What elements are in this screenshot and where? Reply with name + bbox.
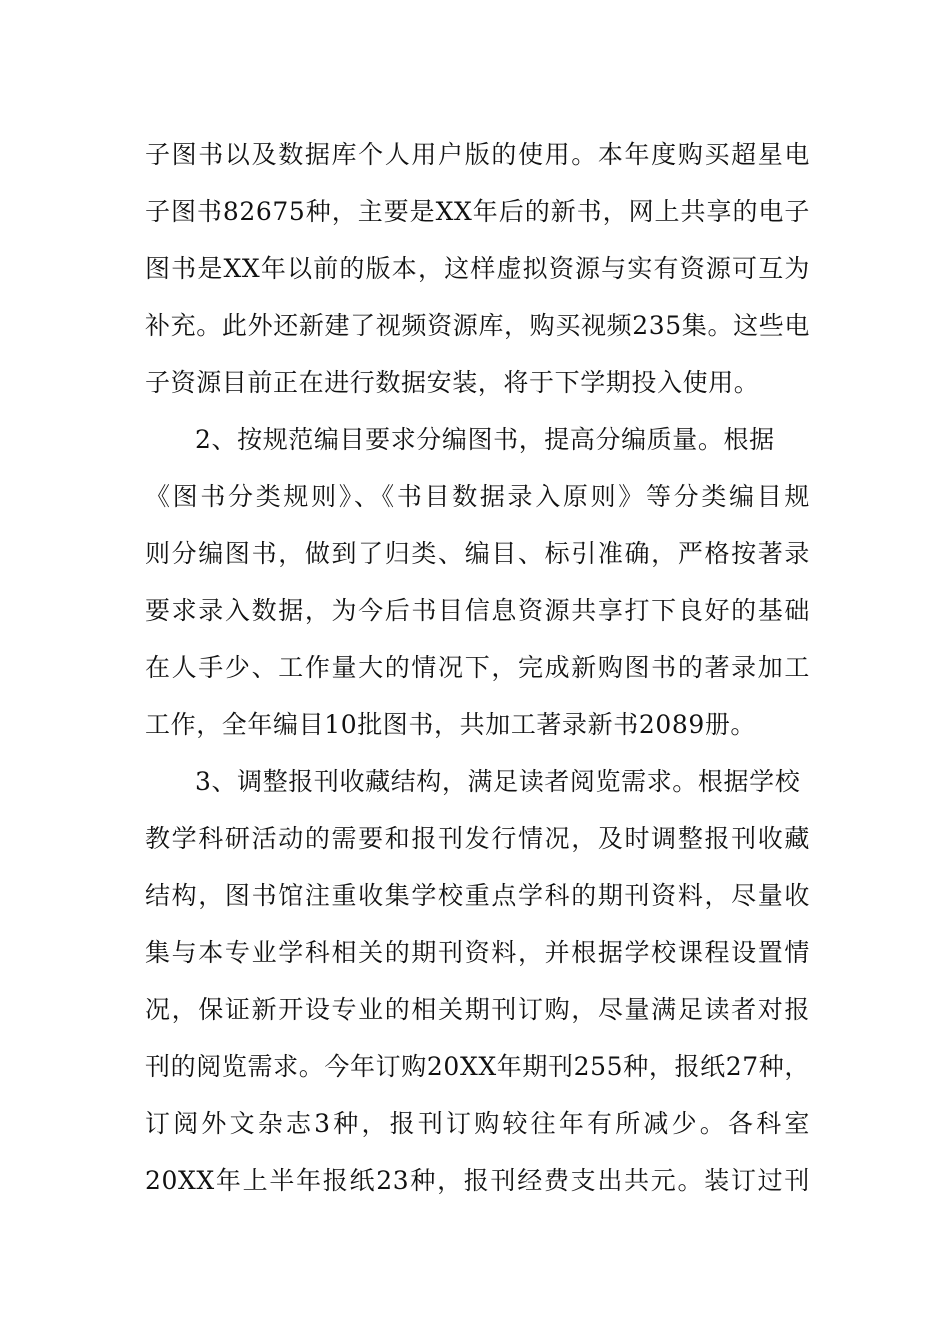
text-line: 图书是XX年以前的版本，这样虚拟资源与实有资源可互为 <box>145 254 810 283</box>
text-line: 订阅外文杂志3种，报刊订购较往年有所减少。各科室 <box>145 1109 810 1138</box>
text-line: 集与本专业学科相关的期刊资料，并根据学校课程设置情 <box>145 938 810 967</box>
paragraph-start-line: 3、调整报刊收藏结构，满足读者阅览需求。根据学校 <box>195 767 801 796</box>
text-line: 子图书82675种，主要是XX年后的新书，网上共享的电子 <box>145 197 810 226</box>
text-line: 结构，图书馆注重收集学校重点学科的期刊资料，尽量收 <box>145 881 810 910</box>
paragraph-start-line: 2、按规范编目要求分编图书，提高分编质量。根据 <box>195 425 775 454</box>
text-line: 况，保证新开设专业的相关期刊订购，尽量满足读者对报 <box>145 995 810 1024</box>
text-line: 刊的阅览需求。今年订购20XX年期刊255种，报纸27种， <box>145 1052 810 1081</box>
text-line: 要求录入数据，为今后书目信息资源共享打下良好的基础 <box>145 596 810 625</box>
text-line: 补充。此外还新建了视频资源库，购买视频235集。这些电 <box>145 311 810 340</box>
text-line: 《图书分类规则》、《书目数据录入原则》等分类编目规 <box>145 482 810 511</box>
body-text <box>145 126 810 1209</box>
text-line: 子图书以及数据库个人用户版的使用。本年度购买超星电 <box>145 140 810 169</box>
text-line: 工作，全年编目10批图书，共加工著录新书2089册。 <box>145 710 757 739</box>
text-line: 教学科研活动的需要和报刊发行情况，及时调整报刊收藏 <box>145 824 810 853</box>
text-line: 20XX年上半年报纸23种，报刊经费支出共元。装订过刊 <box>145 1166 810 1195</box>
text-line: 子资源目前正在进行数据安装，将于下学期投入使用。 <box>145 368 760 397</box>
text-line: 则分编图书，做到了归类、编目、标引准确，严格按著录 <box>145 539 810 568</box>
text-line: 在人手少、工作量大的情况下，完成新购图书的著录加工 <box>145 653 810 682</box>
